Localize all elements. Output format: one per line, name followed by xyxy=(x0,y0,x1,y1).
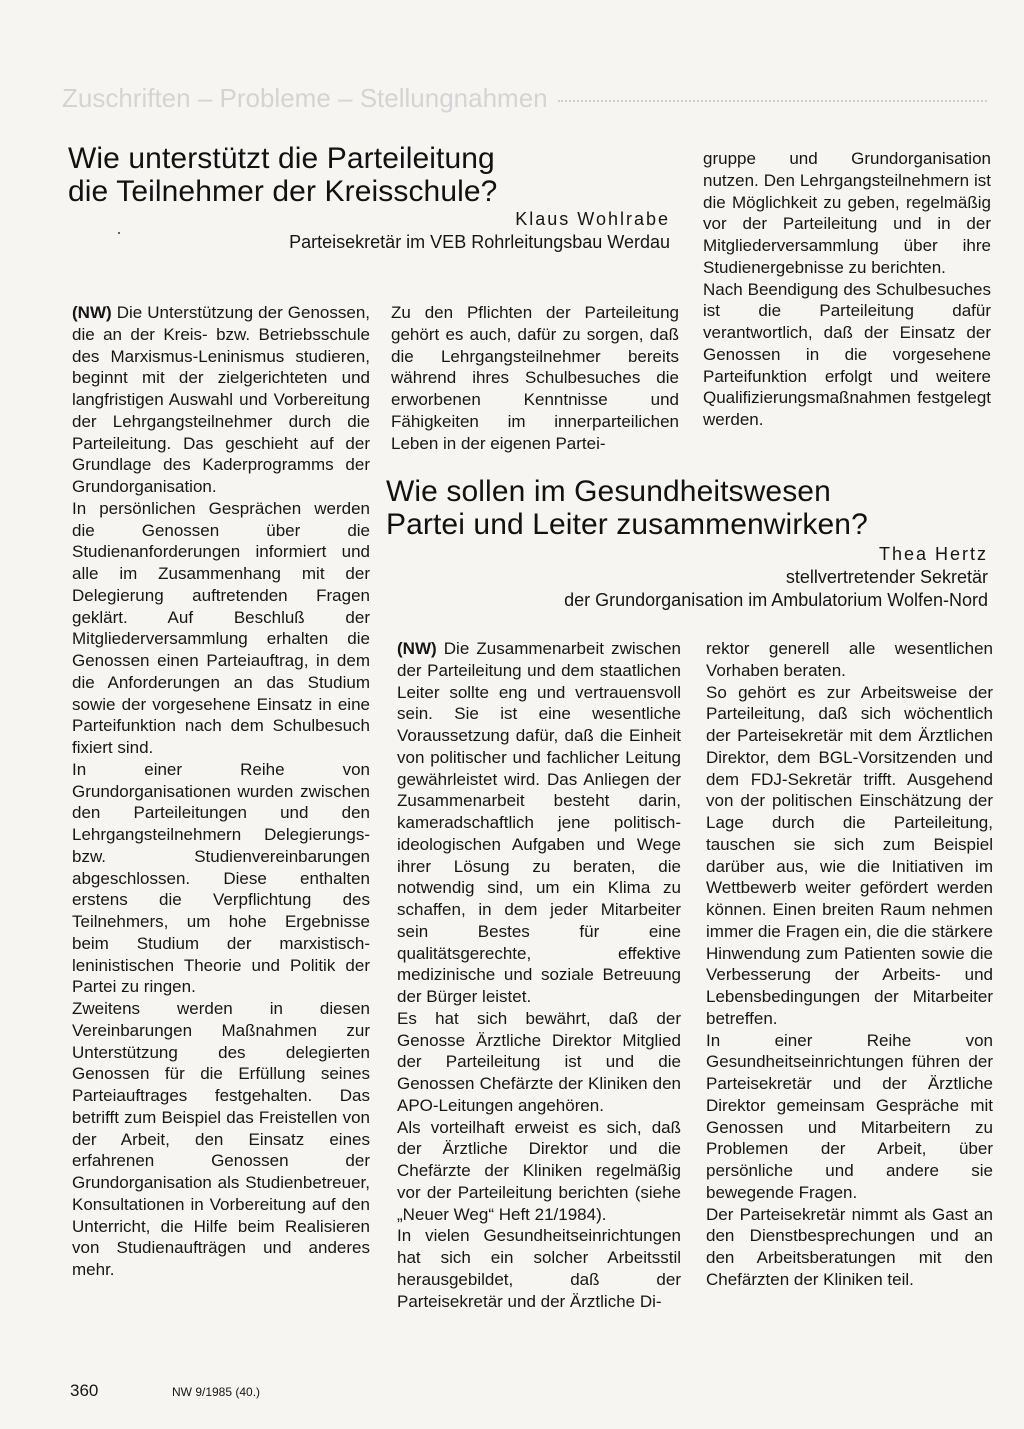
article2-author: Thea Hertz xyxy=(878,544,988,564)
section-header-rule xyxy=(558,100,987,102)
article2-lead-tag: (NW) xyxy=(397,639,437,658)
article1-column-1 xyxy=(72,302,370,1281)
article2-headline xyxy=(386,475,868,541)
article2-author-role-line1: stellvertretender Sekretär xyxy=(785,567,988,587)
page-number: 360 xyxy=(70,1381,99,1400)
article2-paragraph xyxy=(397,638,681,1008)
article2-lead-text: Die Zusammenarbeit zwischen der Parteileitung und dem staatlichen Leiter sollte eng und vertrauensvoll sein. Sie ist eine wesentliche Voraussetzung dafür, daß die Einheit von politischer und fachlicher Leitung gewährleistet wird. Das Anliegen der Zusammenarbeit besteht darin, kameradschaftlich jene politisch-ideologischen Aufgaben und Wege ihrer Lösung zu beraten, die notwendig sind, um ein Klima zu schaffen, in dem jeder Mitarbeiter sein Bestes für eine qualitätsgerechte, effektive medizinische und soziale Betreuung der Bürger leistet. xyxy=(397,639,681,1006)
article1-paragraph: In einer Reihe von Grundorganisationen wurden zwischen den Parteileitungen und den Lehrgangsteilnehmern Delegierungs- bzw. Studienvereinbarungen abgeschlossen. Diese enthalten erstens die Verpflichtung des Teilnehmers, um hohe Ergebnisse beim Studium der marxistisch-leninistischen Theorie und Politik der Partei zu ringen. xyxy=(72,759,370,997)
article1-headline xyxy=(68,142,497,208)
article1-lead-text: Die Unterstützung der Genossen, die an der Kreis- bzw. Betriebsschule des Marxismus-Leninismus studieren, beginnt mit der zielgerichteten und langfristigen Auswahl und Vorbereitung der Lehrgangsteilnehmer durch die Parteileitung. Das geschieht auf der Grundlage des Kaderprogramms der Grundorganisation. xyxy=(72,303,370,496)
article2-column-1 xyxy=(397,638,681,1312)
article1-paragraph: gruppe und Grundorganisation nutzen. Den Lehrgangsteilnehmern ist die Möglichkeit zu geben, regelmäßig vor der Parteileitung und in der Mitgliederversammlung über ihre Studienergebnisse zu berichten. xyxy=(703,149,991,277)
article1-paragraph: Nach Beendigung des Schulbesuches ist die Parteileitung dafür verantwortlich, daß der Einsatz der Genossen in die vorgesehene Parteifunktion erfolgt und weitere Qualifizierungsmaßnahmen festgelegt werden. xyxy=(703,279,991,429)
article2-paragraph: Der Parteisekretär nimmt als Gast an den Dienstbesprechungen und an den Arbeitsberatungen mit den Chefärzten der Kliniken teil. xyxy=(706,1204,993,1289)
article1-paragraph: Zweitens werden in diesen Vereinbarungen Maßnahmen zur Unterstützung des delegierten Genossen für die Erfüllung seines Parteiauftrages festgehalten. Das betrifft zum Beispiel das Freistellen von der Arbeit, den Einsatz eines erfahrenen Genossen der Grundorganisation als Studienbetreuer, Konsultationen in Vorbereitung auf den Unterricht, die Hilfe beim Realisieren von Studienaufträgen und anderes mehr. xyxy=(72,999,370,1279)
article2-paragraph: rektor generell alle wesentlichen Vorhaben beraten. xyxy=(706,639,993,680)
article2-column-2 xyxy=(706,638,993,1291)
article2-paragraph: Als vorteilhaft erweist es sich, daß der Ärztliche Direktor und die Chefärzte der Kliniken regelmäßig vor der Parteileitung berichten (siehe „Neuer Weg“ Heft 21/1984). xyxy=(397,1117,681,1224)
article1-author-role: Parteisekretär im VEB Rohrleitungsbau Werdau xyxy=(289,232,670,252)
issue-label: NW 9/1985 (40.) xyxy=(172,1385,261,1399)
article1-byline xyxy=(289,208,670,254)
section-header xyxy=(62,80,987,116)
article2-paragraph: In einer Reihe von Gesundheitseinrichtungen führen der Parteisekretär und der Ärztliche Direktor gemeinsam Gespräche mit Genossen und Mitarbeitern zu Problemen der Arbeit, über persönliche und andere sie bewegende Fragen. xyxy=(706,1030,993,1202)
article1-lead-tag: (NW) xyxy=(72,303,112,322)
article1-paragraph: In persönlichen Gesprächen werden die Genossen über die Studienanforderungen informiert und alle im Zusammenhang mit der Delegierung auftretenden Fragen geklärt. Auf Beschluß der Mitgliederversammlung erhalten die Genossen einen Parteiauftrag, in dem die Anforderungen an das Studium sowie der vorgesehene Einsatz in eine Parteifunktion nach dem Schulbesuch fixiert sind. xyxy=(72,498,370,757)
article1-headline-line2: die Teilnehmer der Kreisschule? xyxy=(68,175,498,208)
article2-headline-line1: Wie sollen im Gesundheitswesen xyxy=(386,475,831,508)
article2-headline-line2: Partei und Leiter zusammenwirken? xyxy=(386,508,868,541)
article1-headline-line1: Wie unterstützt die Parteileitung xyxy=(68,142,495,175)
article1-paragraph: Zu den Pflichten der Parteileitung gehört es auch, dafür zu sorgen, daß die Lehrgangsteilnehmer bereits während ihres Schulbesuches die erworbenen Kenntnisse und Fähigkeiten im innerparteilichen Leben in der eigenen Partei- xyxy=(391,303,679,453)
article2-paragraph: In vielen Gesundheitseinrichtungen hat sich ein solcher Arbeitsstil herausgebildet, daß der Parteisekretär und der Ärztliche Di- xyxy=(397,1226,681,1311)
article1-column-3 xyxy=(703,148,991,431)
article2-paragraph: So gehört es zur Arbeitsweise der Parteileitung, daß sich wöchentlich der Parteisekretär mit dem Ärztlichen Direktor, dem BGL-Vorsitzenden und dem FDJ-Sekretär trifft. Ausgehend von der politischen Einschätzung der Lage durch die Parteileitung, tauschen sie sich zum Beispiel darüber aus, wie die Initiativen im Wettbewerb weiter gefördert werden können. Einen breiten Raum nehmen immer die Fragen ein, die die stärkere Hinwendung zum Patienten sowie die Verbesserung der Arbeits- und Lebensbedingungen der Mitarbeiter betreffen. xyxy=(706,682,993,1028)
article1-author: Klaus Wohlrabe xyxy=(515,209,670,229)
section-header-text: Zuschriften – Probleme – Stellungnahmen xyxy=(62,82,548,113)
article1-column-2 xyxy=(391,302,679,454)
article1-paragraph xyxy=(72,302,370,498)
print-speck xyxy=(118,232,120,234)
article2-paragraph: Es hat sich bewährt, daß der Genosse Ärztliche Direktor Mitglied der Parteileitung ist und die Genossen Chefärzte der Kliniken den APO-Leitungen angehören. xyxy=(397,1008,681,1115)
article2-author-role-line2: der Grundorganisation im Ambulatorium Wolfen-Nord xyxy=(564,590,988,610)
article2-byline xyxy=(564,543,988,612)
